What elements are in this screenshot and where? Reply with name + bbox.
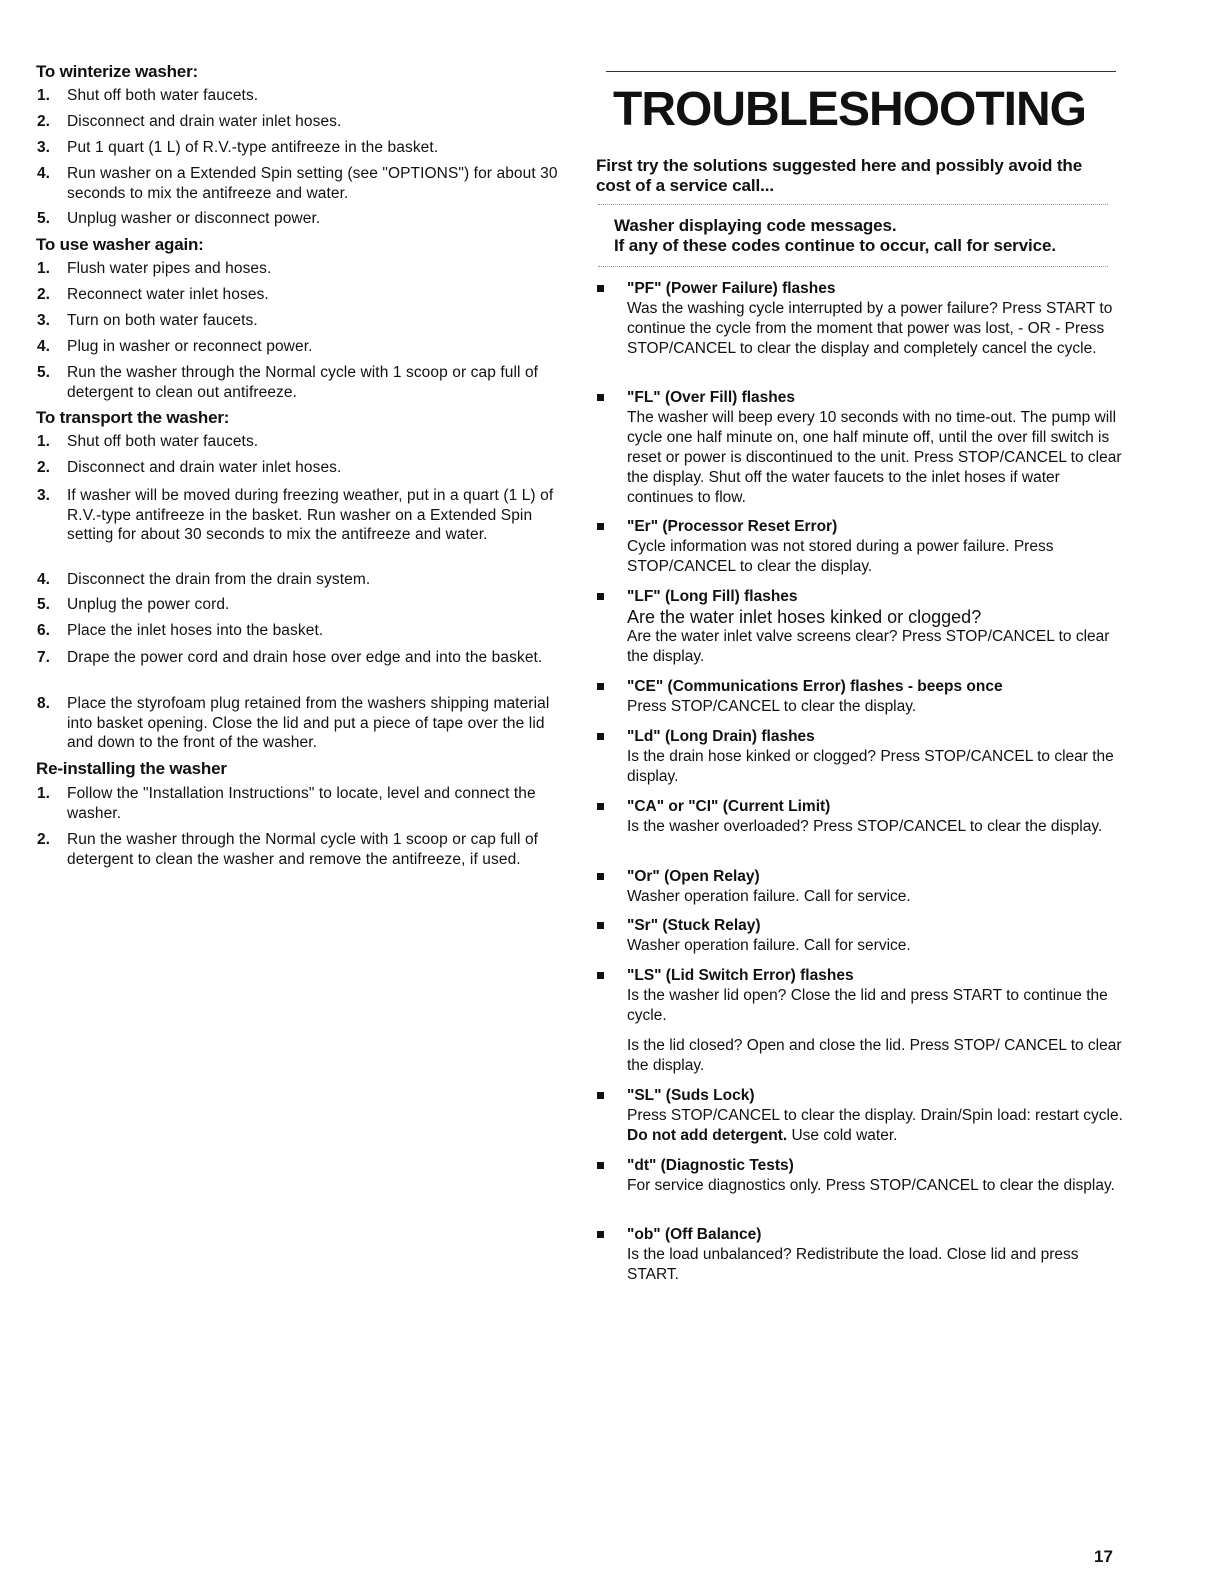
code-title: "LS" (Lid Switch Error) flashes bbox=[627, 967, 854, 984]
divider bbox=[598, 266, 1108, 267]
code-item bbox=[594, 867, 1124, 907]
code-item bbox=[594, 727, 1124, 787]
transport-step bbox=[36, 458, 566, 478]
code-title: "dt" (Diagnostic Tests) bbox=[627, 1157, 794, 1174]
use-again-step bbox=[36, 285, 566, 305]
square-bullet-icon bbox=[597, 1092, 604, 1099]
code-item bbox=[594, 677, 1124, 717]
code-description: Cycle information was not stored during a power failure. Press STOP/CANCEL to clear the display. bbox=[627, 538, 1054, 575]
winterize-heading: To winterize washer: bbox=[36, 62, 198, 81]
code-description-secondary: Is the lid closed? Open and close the lid. Press STOP/ CANCEL to clear the display. bbox=[627, 1037, 1122, 1074]
code-description-large: Are the water inlet hoses kinked or clogged? bbox=[627, 607, 982, 627]
use-again-step bbox=[36, 311, 566, 331]
transport-step bbox=[36, 570, 566, 590]
code-description: Press STOP/CANCEL to clear the display. bbox=[627, 698, 917, 715]
code-title: "Er" (Processor Reset Error) bbox=[627, 518, 838, 535]
page-number: 17 bbox=[1094, 1547, 1113, 1566]
code-title: "CA" or "CI" (Current Limit) bbox=[627, 798, 831, 815]
code-title: "CE" (Communications Error) flashes - beeps once bbox=[627, 678, 1003, 695]
code-item bbox=[594, 388, 1124, 508]
step-number: 2. bbox=[37, 286, 50, 303]
page-title: TROUBLESHOOTING bbox=[613, 83, 1086, 136]
code-description: Is the washer lid open? Close the lid and press START to continue the cycle. bbox=[627, 987, 1108, 1024]
transport-heading: To transport the washer: bbox=[36, 408, 230, 427]
square-bullet-icon bbox=[597, 733, 604, 740]
use-again-step bbox=[36, 337, 566, 357]
step-text: Disconnect and drain water inlet hoses. bbox=[67, 113, 342, 130]
transport-step bbox=[36, 648, 566, 668]
step-number: 2. bbox=[37, 459, 50, 476]
step-number: 3. bbox=[37, 139, 50, 156]
transport-step bbox=[36, 486, 566, 545]
square-bullet-icon bbox=[597, 593, 604, 600]
step-number: 1. bbox=[37, 260, 50, 277]
code-description: The washer will beep every 10 seconds with no time-out. The pump will cycle one half minute on, one half minute off, until the over fill switch is reset or power is discontinued to the unit. Press STOP/CANCEL to clear the display. Shut off the water faucets to the inlet hoses if water continues to flow. bbox=[627, 409, 1122, 506]
code-title: "SL" (Suds Lock) bbox=[627, 1087, 755, 1104]
winterize-step bbox=[36, 209, 566, 229]
reinstall-heading: Re-installing the washer bbox=[36, 759, 227, 778]
step-text: Turn on both water faucets. bbox=[67, 312, 258, 329]
code-description: Washer operation failure. Call for service. bbox=[627, 888, 911, 905]
code-description: For service diagnostics only. Press STOP/CANCEL to clear the display. bbox=[627, 1177, 1115, 1194]
code-item bbox=[594, 587, 1124, 667]
step-number: 4. bbox=[37, 338, 50, 355]
code-item bbox=[594, 279, 1124, 359]
step-number: 1. bbox=[37, 785, 50, 802]
step-text: Run the washer through the Normal cycle with 1 scoop or cap full of detergent to clean out antifreeze. bbox=[67, 364, 539, 401]
code-item bbox=[594, 916, 1124, 956]
step-text: Drape the power cord and drain hose over edge and into the basket. bbox=[67, 649, 543, 666]
step-text: Put 1 quart (1 L) of R.V.-type antifreeze in the basket. bbox=[67, 139, 439, 156]
transport-step bbox=[36, 694, 566, 753]
code-item bbox=[594, 517, 1124, 577]
code-item bbox=[594, 966, 1124, 1076]
step-text: Disconnect the drain from the drain system. bbox=[67, 571, 371, 588]
step-text: Run the washer through the Normal cycle with 1 scoop or cap full of detergent to clean the washer and remove the antifreeze, if used. bbox=[67, 831, 539, 868]
transport-step bbox=[36, 595, 566, 615]
square-bullet-icon bbox=[597, 922, 604, 929]
code-title: "Sr" (Stuck Relay) bbox=[627, 917, 761, 934]
step-number: 5. bbox=[37, 364, 50, 381]
code-description bbox=[627, 1106, 1124, 1146]
step-text: Place the inlet hoses into the basket. bbox=[67, 622, 324, 639]
step-number: 5. bbox=[37, 210, 50, 227]
winterize-step bbox=[36, 112, 566, 132]
step-number: 6. bbox=[37, 622, 50, 639]
square-bullet-icon bbox=[597, 683, 604, 690]
step-text: Place the styrofoam plug retained from the washers shipping material into basket opening. Close the lid and put a piece of tape over the lid and down to the front of the washer. bbox=[67, 695, 550, 751]
code-description-tail: Use cold water. bbox=[791, 1127, 898, 1144]
step-number: 4. bbox=[37, 571, 50, 588]
code-description: Washer operation failure. Call for service. bbox=[627, 937, 911, 954]
step-text: Unplug the power cord. bbox=[67, 596, 230, 613]
code-item bbox=[594, 1156, 1124, 1196]
step-text: Run washer on a Extended Spin setting (see "OPTIONS") for about 30 seconds to mix the antifreeze and water. bbox=[67, 165, 558, 202]
step-number: 5. bbox=[37, 596, 50, 613]
use-again-heading: To use washer again: bbox=[36, 235, 204, 254]
winterize-step bbox=[36, 86, 566, 106]
square-bullet-icon bbox=[597, 803, 604, 810]
codes-heading bbox=[614, 216, 1124, 256]
square-bullet-icon bbox=[597, 394, 604, 401]
code-title: "Or" (Open Relay) bbox=[627, 868, 760, 885]
code-title: "PF" (Power Failure) flashes bbox=[627, 280, 836, 297]
intro-text: First try the solutions suggested here and possibly avoid the cost of a service call... bbox=[596, 156, 1083, 195]
square-bullet-icon bbox=[597, 873, 604, 880]
square-bullet-icon bbox=[597, 523, 604, 530]
step-number: 2. bbox=[37, 113, 50, 130]
step-text: Follow the "Installation Instructions" to locate, level and connect the washer. bbox=[67, 785, 536, 822]
divider bbox=[598, 204, 1108, 205]
winterize-step bbox=[36, 164, 566, 203]
code-description: Is the drain hose kinked or clogged? Press STOP/CANCEL to clear the display. bbox=[627, 748, 1114, 785]
transport-step bbox=[36, 432, 566, 452]
top-rule bbox=[606, 71, 1116, 72]
square-bullet-icon bbox=[597, 972, 604, 979]
reinstall-step bbox=[36, 784, 566, 823]
step-text: Disconnect and drain water inlet hoses. bbox=[67, 459, 342, 476]
code-description: Is the load unbalanced? Redistribute the load. Close lid and press START. bbox=[627, 1246, 1079, 1283]
step-text: Shut off both water faucets. bbox=[67, 433, 259, 450]
code-description-text: Press STOP/CANCEL to clear the display. Drain/Spin load: restart cycle. bbox=[627, 1107, 1123, 1124]
code-title: "ob" (Off Balance) bbox=[627, 1226, 762, 1243]
step-text: Flush water pipes and hoses. bbox=[67, 260, 272, 277]
reinstall-step bbox=[36, 830, 566, 869]
square-bullet-icon bbox=[597, 285, 604, 292]
use-again-step bbox=[36, 259, 566, 279]
code-title: "LF" (Long Fill) flashes bbox=[627, 588, 798, 605]
step-text: Shut off both water faucets. bbox=[67, 87, 259, 104]
step-number: 1. bbox=[37, 87, 50, 104]
step-number: 3. bbox=[37, 312, 50, 329]
step-text: If washer will be moved during freezing weather, put in a quart (1 L) of R.V.-type antifreeze in the basket. Run washer on a Extended Spin setting for about 30 seconds to mix the antifreeze and water. bbox=[67, 487, 554, 543]
step-number: 1. bbox=[37, 433, 50, 450]
step-number: 2. bbox=[37, 831, 50, 848]
square-bullet-icon bbox=[597, 1162, 604, 1169]
code-title: "FL" (Over Fill) flashes bbox=[627, 389, 796, 406]
code-title: "Ld" (Long Drain) flashes bbox=[627, 728, 815, 745]
winterize-step bbox=[36, 138, 566, 158]
code-description: Was the washing cycle interrupted by a power failure? Press START to continue the cycle from the moment that power was lost, - OR - Press STOP/CANCEL to clear the display and completely cancel the cycle. bbox=[627, 300, 1113, 357]
step-text: Reconnect water inlet hoses. bbox=[67, 286, 269, 303]
code-item bbox=[594, 797, 1124, 837]
step-text: Unplug washer or disconnect power. bbox=[67, 210, 321, 227]
codes-heading-line-2: If any of these codes continue to occur, call for service. bbox=[614, 236, 1057, 255]
codes-heading-line-1: Washer displaying code messages. bbox=[614, 216, 897, 235]
step-number: 8. bbox=[37, 695, 50, 712]
step-number: 4. bbox=[37, 165, 50, 182]
square-bullet-icon bbox=[597, 1231, 604, 1238]
step-text: Plug in washer or reconnect power. bbox=[67, 338, 313, 355]
step-number: 7. bbox=[37, 649, 50, 666]
code-item bbox=[594, 1225, 1124, 1285]
code-warning: Do not add detergent. bbox=[627, 1127, 788, 1144]
code-item bbox=[594, 1086, 1124, 1146]
code-description: Is the washer overloaded? Press STOP/CANCEL to clear the display. bbox=[627, 818, 1103, 835]
transport-step bbox=[36, 621, 566, 641]
code-description: Are the water inlet valve screens clear? Press STOP/CANCEL to clear the display. bbox=[627, 628, 1110, 665]
step-number: 3. bbox=[37, 487, 50, 504]
use-again-step bbox=[36, 363, 566, 402]
